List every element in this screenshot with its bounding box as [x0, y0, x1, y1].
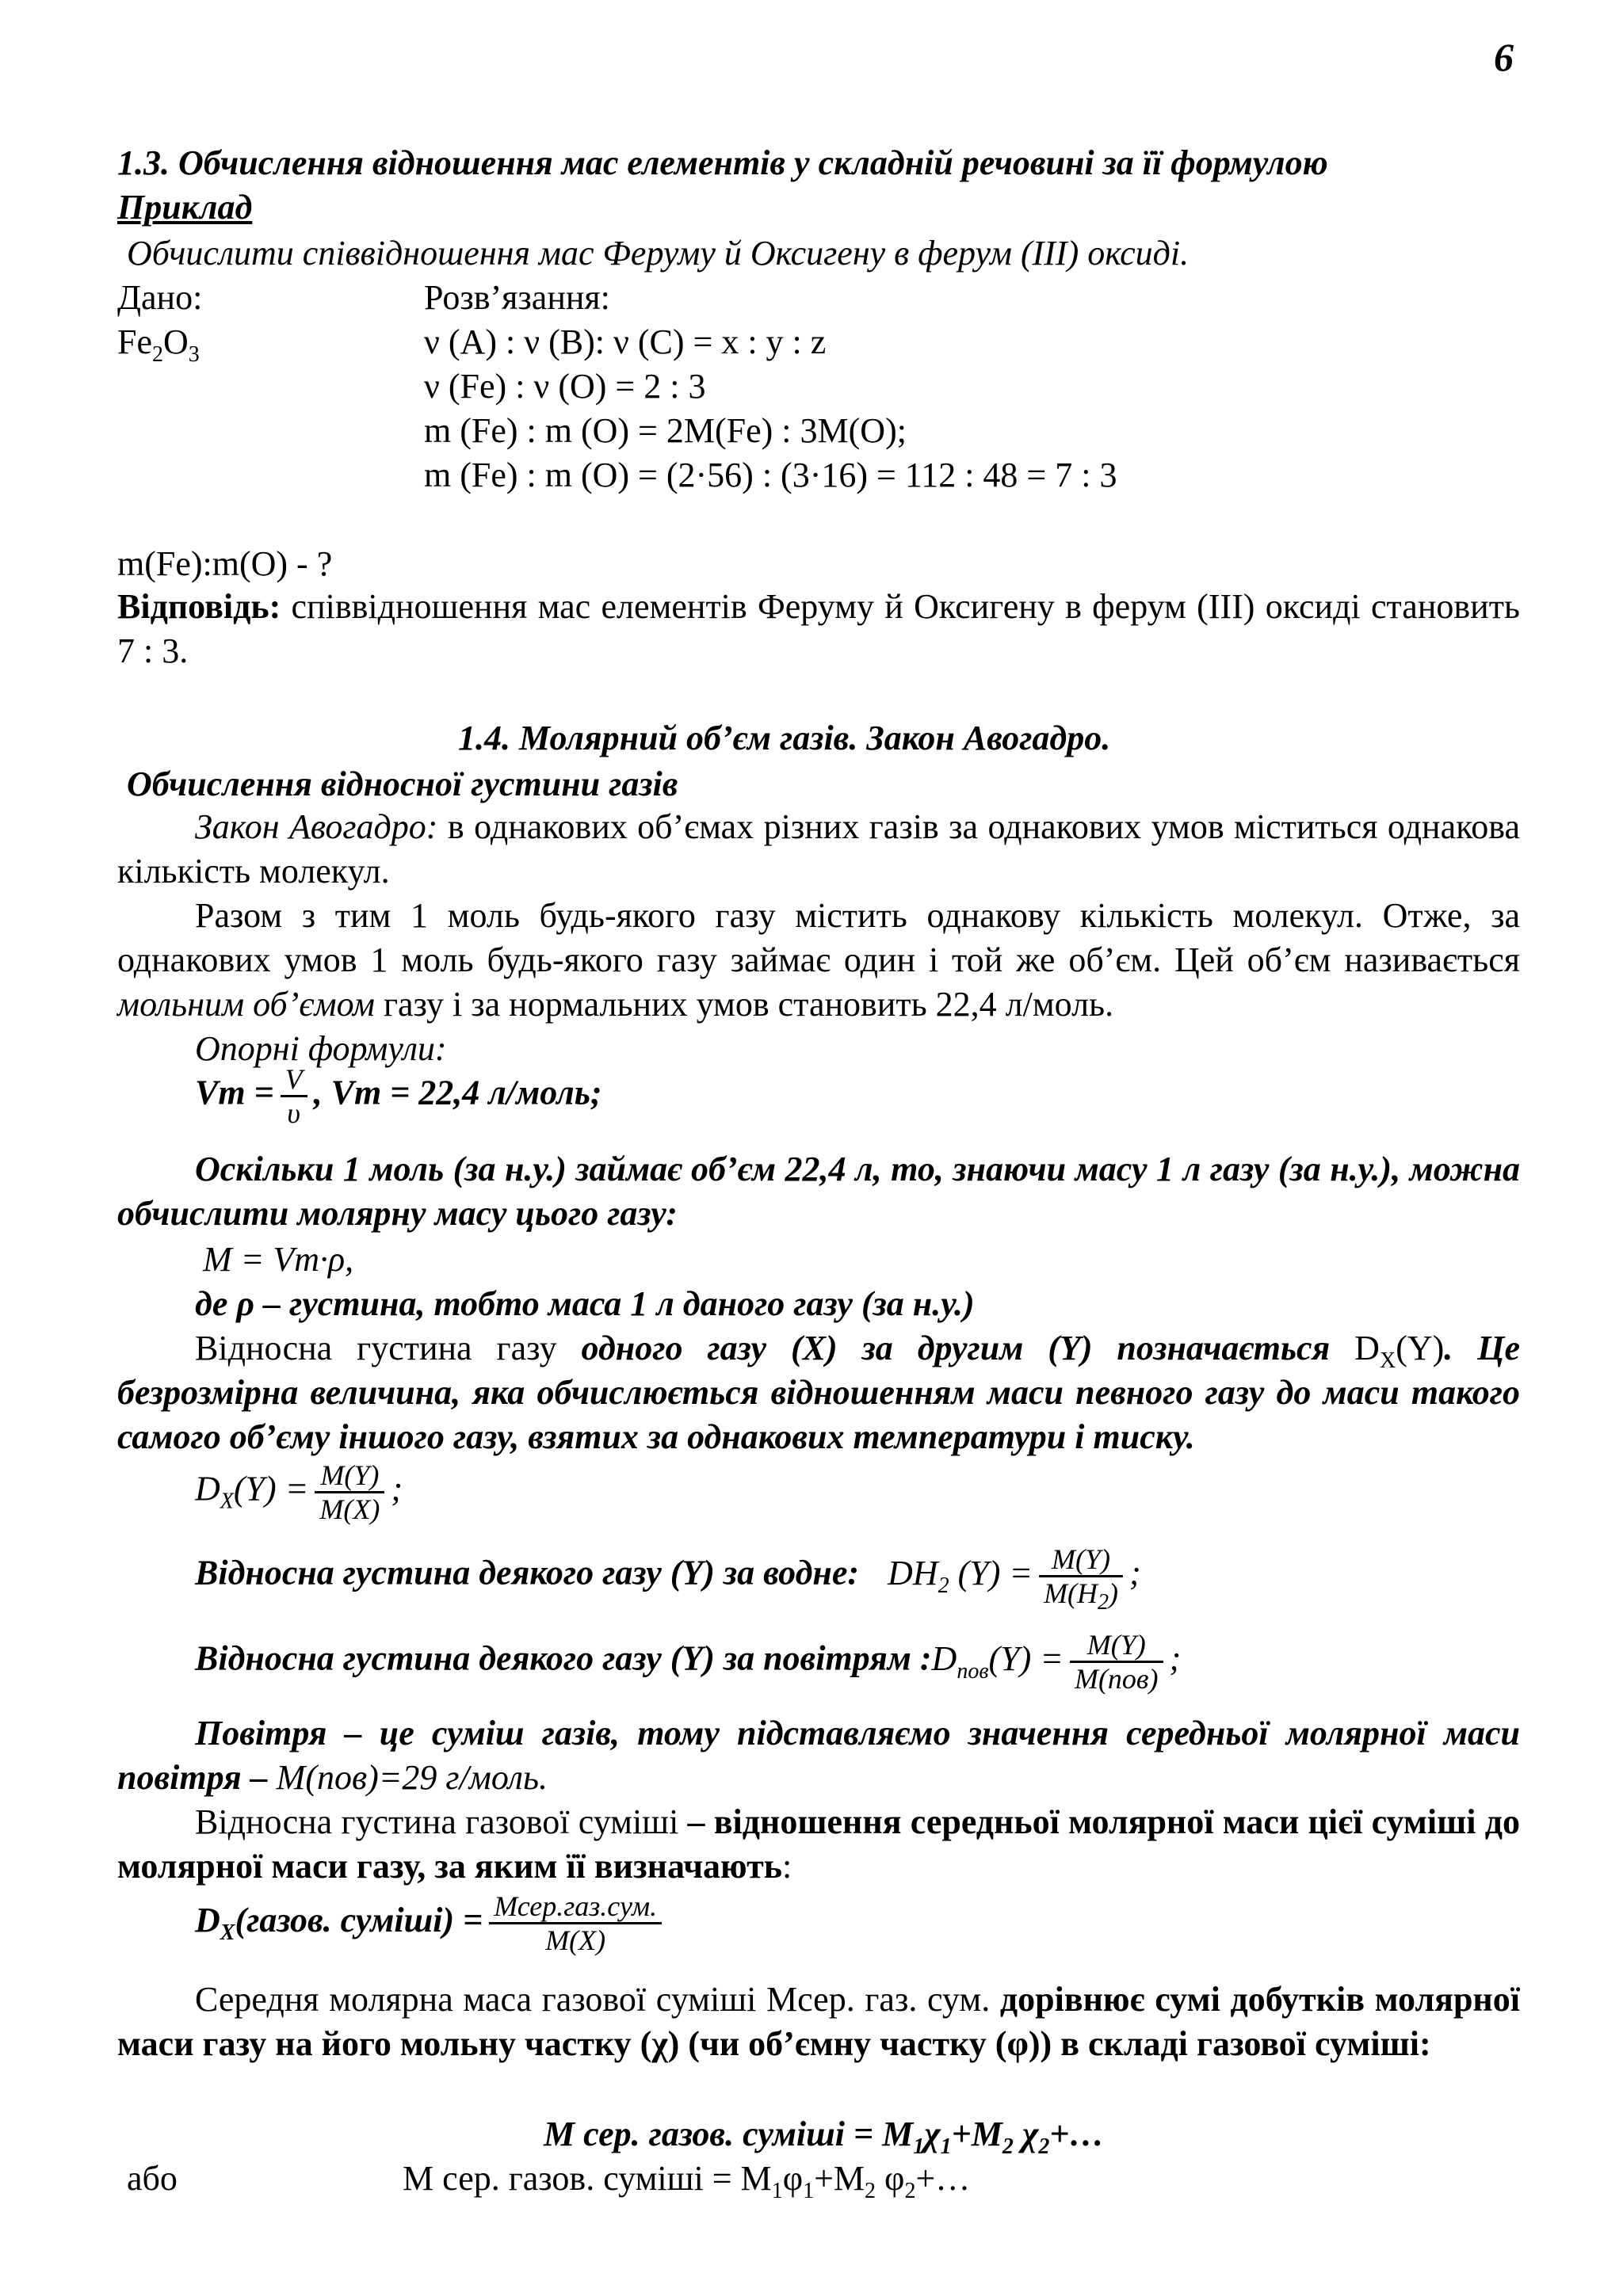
page-number: 6 [1494, 35, 1514, 79]
section-heading-1-4: 1.4. Молярний об’єм газів. Закон Авогадро. [458, 719, 1111, 757]
mixture-density-paragraph: Відносна густина газової суміші – відношення середньої молярної маси цієї суміші до молярної маси газу, за яким її визначають: [117, 1802, 1520, 1886]
molar-mass-formula: M = Vm·ρ, [203, 1240, 354, 1279]
dx-fraction: $\frac{M(Y)}{M(X)}$ [315, 1459, 384, 1525]
air-density-formula: Відносна густина деякого газу (Y) за повітрям $:D_{пов}(Y)$ = $\frac{M(Y)}{\text{M(пов)}}$ ; [195, 1629, 1182, 1695]
relative-density-paragraph: Відносна густина газу одного газу (X) за другим (Y) позначається $D_X(Y)$. Це безрозмірна величина, яка обчислюється відношенням маси певного газу до маси такого самого об’єму іншого газу, взятих за однакових температури і тиску. [117, 1329, 1521, 1456]
relative-density-formula: $D_X(Y)$ = $\frac{M(Y)}{M(X)}$ ; [195, 1459, 403, 1525]
vm-formula: Vm = $\frac{V}{\upsilon}$ , Vm = 22,4 л/моль; [195, 1063, 602, 1129]
density-definition: де ρ – густина, тобто маса 1 л даного газу (за н.у.) [195, 1284, 975, 1323]
mixture-density-formula: $D_X(газов$. суміші) = $\frac{\text{Мсер.газ.сум.}}{M(X)}$ [195, 1890, 668, 1956]
avogadro-law-paragraph: Закон Авогадро: в однакових об’ємах різних газів за однакових умов міститься однакова кількість молекул. [117, 807, 1520, 891]
air-fraction: $\frac{M(Y)}{\text{M(пов)}}$ [1070, 1629, 1163, 1695]
molar-mass-paragraph: Оскільки 1 моль (за н.у.) займає об’єм 22,4 л, то, знаючи масу 1 л газу (за н.у.), можна обчислити молярну масу цього газу: [117, 1150, 1520, 1233]
answer-paragraph: Відповідь: співвідношення мас елементів Феруму й Оксигену в ферум (ІІІ) оксиді становить 7 : 3. [117, 587, 1520, 670]
given-formula: $Fe_2O_3$ [117, 322, 200, 367]
or-label: або [127, 2159, 178, 2198]
mixture-fraction: $\frac{\text{Мсер.газ.сум.}}{M(X)}$ [489, 1890, 662, 1956]
solution-line: m (Fe) : m (O) = (2·56) : (3·16) = 112 : 48 = 7 : 3 [424, 456, 1117, 494]
given-label: Дано: [117, 278, 203, 317]
hydrogen-density-formula: Відносна густина деякого газу (Y) за водне: $DH_2$ (Y) = $\frac{M(Y)}{M(H_2)}$ ; [195, 1543, 1141, 1615]
vm-fraction: $\frac{V}{\upsilon}$ [281, 1063, 307, 1129]
average-molar-mass-chi-formula: М сер. газов. суміші = $М_1\chi_1+М_2$ $\chi_2+\dots$ [544, 2115, 1105, 2159]
task-text: Обчислити співвідношення мас Феруму й Оксигену в ферум (ІІІ) оксиді. [127, 234, 1190, 273]
solution-label: Розв’язання: [424, 278, 610, 317]
section-heading-1-3: 1.3. Обчислення відношення мас елементів у складній речовині за її формулою [117, 143, 1328, 182]
average-molar-mass-phi-formula: М сер. газов. суміші = $М_1\varphi_1+М_2$ $\varphi_2+\dots$ [403, 2159, 971, 2203]
reference-formulas-label: Опорні формули: [195, 1029, 447, 1068]
example-label: Приклад [117, 188, 253, 227]
solution-line: ν (Fe) : ν (O) = 2 : 3 [424, 367, 706, 406]
solution-line: ν (A) : ν (B): ν (C) = x : y : z [424, 322, 827, 361]
h2-fraction: $\frac{M(Y)}{M(H_2)}$ [1039, 1543, 1123, 1609]
solution-line: m (Fe) : m (O) = 2M(Fe) : 3M(O); [424, 411, 907, 450]
section-subheading: Обчислення відносної густини газів [127, 765, 678, 803]
air-paragraph: Повітря – це суміш газів, тому підставляємо значення середньої молярної маси повітря – M(пов)=29 г/моль. [117, 1714, 1520, 1797]
average-molar-mass-paragraph: Середня молярна маса газової суміші Мсер. газ. сум. дорівнює сумі добутків молярної маси газу на його мольну частку (χ) (чи об’ємну частку (φ)) в складі газової суміші: [117, 1980, 1520, 2063]
molar-volume-paragraph: Разом з тим 1 моль будь-якого газу містить однакову кількість молекул. Отже, за однакових умов 1 моль будь-якого газу займає один і той же об’єм. Цей об’єм називається мольним об’ємом газу і за нормальних умов становить 22,4 л/моль. [117, 896, 1520, 1024]
unknown-quantity: m(Fe):m(O) - ? [117, 544, 333, 583]
